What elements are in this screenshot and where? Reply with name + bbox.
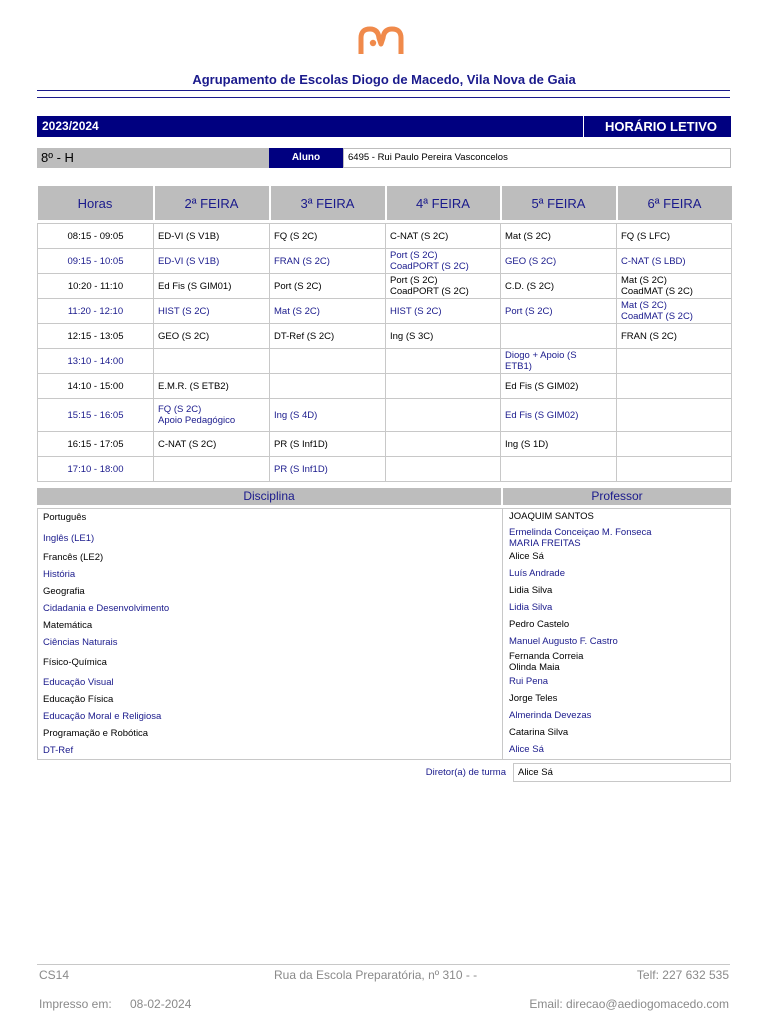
teacher-name: [509, 528, 652, 549]
lesson-cell: [386, 399, 501, 432]
header-quinta: 5ª FEIRA: [501, 186, 617, 220]
lesson-cell: [501, 432, 617, 457]
lesson-cell: [386, 374, 501, 399]
time-slot: 09:15 - 10:05: [38, 249, 154, 274]
teacher-line: Luís Andrade: [509, 568, 565, 579]
lesson-cell: [501, 224, 617, 249]
footer-code: CS14: [39, 968, 70, 982]
header-divider: [37, 97, 730, 98]
teacher-name: [509, 728, 568, 739]
teacher-name: [509, 745, 544, 756]
timetable-row: [38, 457, 732, 482]
lesson-line: Ing (S 4D): [274, 409, 318, 421]
timetable-row: [38, 324, 732, 349]
teacher-line: Manuel Augusto F. Castro: [509, 636, 618, 647]
column-divider: [502, 509, 503, 759]
lesson-line: Port (S 2C): [390, 275, 438, 286]
discipline-name: História: [43, 569, 76, 580]
time-slot: 17:10 - 18:00: [38, 457, 154, 482]
time-slot: 12:15 - 13:05: [38, 324, 154, 349]
teacher-line: Alice Sá: [509, 551, 544, 562]
teacher-column-header: Professor: [503, 488, 731, 505]
lesson-cell: [386, 299, 501, 324]
teacher-name: [509, 711, 591, 722]
lesson-line: Ed Fis (S GIM02): [505, 380, 579, 392]
lesson-cell: [270, 399, 386, 432]
timetable: [37, 186, 732, 482]
lesson-line: Mat (S 2C): [621, 300, 667, 311]
lesson-cell: [501, 324, 617, 349]
teacher-line: Almerinda Devezas: [509, 710, 592, 721]
lesson-cell: [386, 274, 501, 299]
lesson-line: DT-Ref (S 2C): [274, 330, 335, 342]
lesson-cell: [386, 432, 501, 457]
lesson-line: C.D. (S 2C): [505, 280, 555, 292]
timetable-row: [38, 374, 732, 399]
teacher-name: [509, 652, 583, 673]
discipline-name: Português: [43, 512, 87, 523]
lesson-line: FRAN (S 2C): [621, 330, 677, 342]
lesson-cell: [154, 457, 270, 482]
lesson-line: Diogo + Apoio (S: [505, 350, 577, 361]
teacher-line: MARIA FREITAS: [509, 537, 581, 549]
lesson-line: HIST (S 2C): [390, 305, 442, 317]
teacher-line: Fernanda Correia: [509, 651, 584, 662]
lesson-cell: [270, 324, 386, 349]
lesson-cell: [617, 374, 732, 399]
header-sexta: 6ª FEIRA: [617, 186, 732, 220]
discipline-name: Inglês (LE1): [43, 533, 95, 544]
lesson-line: FRAN (S 2C): [274, 255, 330, 267]
lesson-line: Port (S 2C): [390, 250, 438, 261]
lesson-line: GEO (S 2C): [505, 255, 557, 267]
lesson-cell: [617, 457, 732, 482]
lesson-cell: [154, 374, 270, 399]
disciplines-header: [37, 488, 731, 505]
schedule-title: HORÁRIO LETIVO: [584, 116, 731, 137]
discipline-column-header: Disciplina: [37, 488, 501, 505]
lesson-cell: [386, 324, 501, 349]
lesson-cell: [154, 249, 270, 274]
director-name: Alice Sá: [513, 763, 731, 782]
lesson-line: HIST (S 2C): [158, 305, 210, 317]
title-bar: [37, 116, 731, 137]
lesson-cell: [154, 224, 270, 249]
lesson-line: Apoio Pedagógico: [158, 415, 236, 426]
header-segunda: 2ª FEIRA: [154, 186, 270, 220]
lesson-cell: [501, 457, 617, 482]
discipline-name: Educação Moral e Religiosa: [43, 711, 162, 722]
lesson-cell: [270, 432, 386, 457]
director-label: Diretor(a) de turma: [425, 767, 506, 778]
lesson-cell: [154, 274, 270, 299]
time-slot: 13:10 - 14:00: [38, 349, 154, 374]
lesson-line: Mat (S 2C): [274, 305, 320, 317]
lesson-line: GEO (S 2C): [158, 330, 210, 342]
teacher-line: Rui Pena: [509, 676, 549, 687]
lesson-cell: [154, 324, 270, 349]
lesson-line: CoadPORT (S 2C): [390, 261, 469, 272]
lesson-line: ED-VI (S V1B): [158, 230, 220, 242]
teacher-line: Jorge Teles: [509, 693, 558, 704]
timetable-row: [38, 249, 732, 274]
lesson-cell: [154, 399, 270, 432]
header-divider: [37, 90, 730, 91]
header-horas: Horas: [38, 186, 154, 220]
teacher-name: [509, 603, 552, 614]
lesson-cell: [270, 457, 386, 482]
lesson-line: Port (S 2C): [274, 280, 322, 292]
class-name: 8º - H: [37, 148, 269, 168]
footer-phone: Telf: 227 632 535: [636, 968, 729, 982]
lesson-cell: [154, 299, 270, 324]
timetable-row: [38, 399, 732, 432]
discipline-name: Físico-Química: [43, 657, 107, 668]
timetable-row: [38, 224, 732, 249]
lesson-line: ETB1): [505, 361, 532, 372]
lesson-cell: [270, 374, 386, 399]
time-slot: 14:10 - 15:00: [38, 374, 154, 399]
header-terca: 3ª FEIRA: [270, 186, 386, 220]
lesson-line: Ing (S 3C): [390, 330, 434, 342]
lesson-cell: [617, 249, 732, 274]
teacher-line: Lidia Silva: [509, 602, 553, 613]
lesson-cell: [386, 457, 501, 482]
discipline-name: Educação Física: [43, 694, 114, 705]
lesson-cell: [386, 249, 501, 274]
lesson-cell: [617, 299, 732, 324]
lesson-cell: [617, 432, 732, 457]
lesson-cell: [270, 224, 386, 249]
time-slot: 10:20 - 11:10: [38, 274, 154, 299]
school-logo: [358, 26, 404, 56]
lesson-line: C-NAT (S 2C): [390, 230, 449, 242]
lesson-line: CoadPORT (S 2C): [390, 286, 469, 297]
lesson-cell: [270, 349, 386, 374]
lesson-cell: [501, 399, 617, 432]
discipline-name: Cidadania e Desenvolvimento: [43, 603, 170, 614]
lesson-line: C-NAT (S LBD): [621, 255, 686, 267]
lesson-cell: [501, 349, 617, 374]
lesson-cell: [270, 299, 386, 324]
lesson-cell: [270, 249, 386, 274]
time-slot: 15:15 - 16:05: [38, 399, 154, 432]
lesson-line: Port (S 2C): [505, 305, 553, 317]
lesson-cell: [617, 399, 732, 432]
teacher-name: [509, 569, 565, 580]
lesson-line: Mat (S 2C): [621, 275, 667, 286]
lesson-line: Ing (S 1D): [505, 438, 549, 450]
lesson-line: ED-VI (S V1B): [158, 255, 220, 267]
lesson-line: FQ (S 2C): [158, 404, 202, 415]
teacher-line: Pedro Castelo: [509, 619, 570, 630]
lesson-cell: [501, 249, 617, 274]
teacher-name: [509, 512, 594, 523]
student-name: 6495 - Rui Paulo Pereira Vasconcelos: [343, 148, 731, 168]
printed-label: Impresso em:: [39, 997, 112, 1011]
lesson-cell: [617, 274, 732, 299]
footer-address: Rua da Escola Preparatória, nº 310 - -: [274, 968, 478, 982]
lesson-line: Mat (S 2C): [505, 230, 551, 242]
teacher-line: Lidia Silva: [509, 585, 553, 596]
lesson-line: Ed Fis (S GIM01): [158, 280, 232, 292]
timetable-header-row: [38, 186, 732, 220]
footer-email: Email: direcao@aediogomacedo.com: [529, 997, 729, 1011]
class-info: [37, 148, 731, 169]
lesson-cell: [617, 224, 732, 249]
time-slot: 08:15 - 09:05: [38, 224, 154, 249]
header-quarta: 4ª FEIRA: [386, 186, 501, 220]
disciplines-table: [37, 508, 731, 760]
lesson-cell: [154, 349, 270, 374]
lesson-cell: [386, 224, 501, 249]
lesson-line: Ed Fis (S GIM02): [505, 409, 579, 421]
timetable-row: [38, 299, 732, 324]
timetable-body: [38, 220, 732, 482]
lesson-line: E.M.R. (S ETB2): [158, 380, 229, 392]
lesson-line: PR (S Inf1D): [274, 463, 328, 475]
teacher-line: Catarina Silva: [509, 727, 569, 738]
discipline-name: Educação Visual: [43, 677, 114, 688]
printed-date: 08-02-2024: [130, 997, 192, 1011]
lesson-cell: [617, 349, 732, 374]
teacher-line: Olinda Maia: [509, 661, 560, 673]
lesson-cell: [617, 324, 732, 349]
student-label: Aluno: [269, 148, 343, 168]
lesson-cell: [501, 274, 617, 299]
school-year: 2023/2024: [37, 116, 583, 137]
discipline-name: Matemática: [43, 620, 93, 631]
teacher-line: JOAQUIM SANTOS: [509, 511, 594, 522]
lesson-line: FQ (S LFC): [621, 230, 671, 242]
lesson-cell: [501, 299, 617, 324]
lesson-cell: [386, 349, 501, 374]
discipline-name: Francês (LE2): [43, 552, 104, 563]
lesson-line: CoadMAT (S 2C): [621, 311, 693, 322]
lesson-cell: [154, 432, 270, 457]
teacher-line: Ermelinda Conceiçao M. Fonseca: [509, 527, 652, 538]
teacher-line: Alice Sá: [509, 744, 544, 755]
teacher-name: [509, 552, 544, 563]
timetable-row: [38, 349, 732, 374]
teacher-name: [509, 586, 552, 597]
lesson-line: C-NAT (S 2C): [158, 438, 217, 450]
discipline-name: Programação e Robótica: [43, 728, 149, 739]
timetable-row: [38, 274, 732, 299]
lesson-cell: [501, 374, 617, 399]
lesson-line: PR (S Inf1D): [274, 438, 328, 450]
time-slot: 16:15 - 17:05: [38, 432, 154, 457]
footer-divider: [37, 964, 730, 965]
discipline-name: Geografia: [43, 586, 85, 597]
teacher-name: [509, 677, 548, 688]
teacher-name: [509, 637, 618, 648]
lesson-line: CoadMAT (S 2C): [621, 286, 693, 297]
lesson-line: FQ (S 2C): [274, 230, 318, 242]
school-name: Agrupamento de Escolas Diogo de Macedo, Vila Nova de Gaia: [192, 72, 576, 87]
lesson-cell: [270, 274, 386, 299]
discipline-name: Ciências Naturais: [43, 637, 118, 648]
discipline-name: DT-Ref: [43, 745, 74, 756]
timetable-row: [38, 432, 732, 457]
teacher-name: [509, 620, 569, 631]
time-slot: 11:20 - 12:10: [38, 299, 154, 324]
teacher-name: [509, 694, 557, 705]
